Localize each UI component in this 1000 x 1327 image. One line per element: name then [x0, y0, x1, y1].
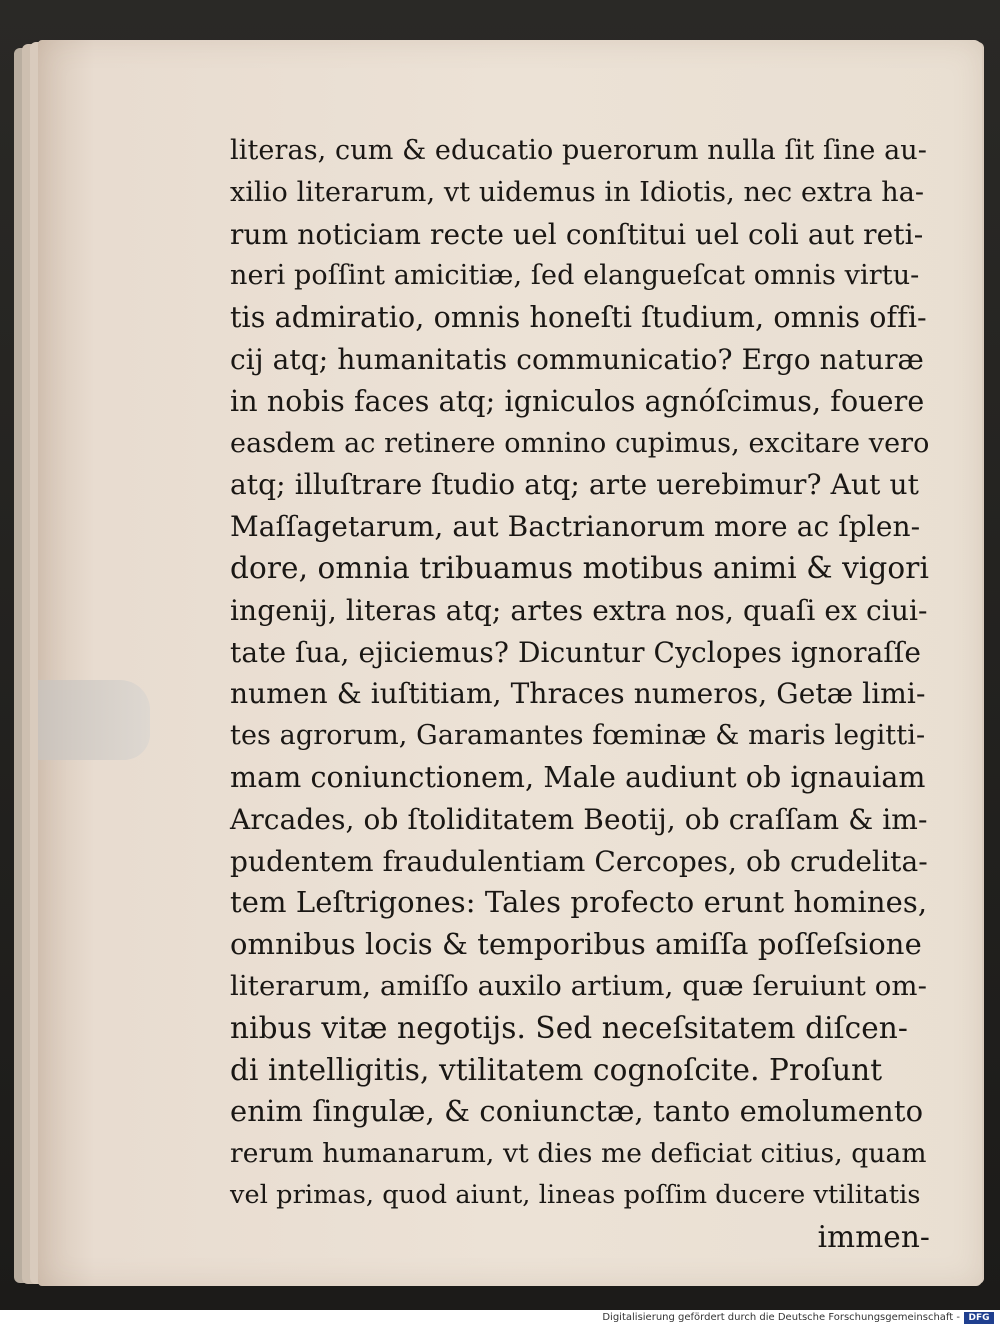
text-line: di intelligitis, vtilitatem cognoſcite. Proſunt: [230, 1052, 883, 1087]
text-line: vel primas, quod aiunt, lineas poſſim ducere vtilitatis: [230, 1179, 921, 1210]
text-line: Maſſagetarum, aut Bactrianorum more ac ſplen-: [230, 510, 921, 544]
page-tab-marker: [38, 680, 150, 760]
text-line: easdem ac retinere omnino cupimus, excitare vero: [230, 427, 930, 459]
text-line: omnibus locis & temporibus amiſſa poſſeſsione: [230, 927, 922, 962]
text-line: xilio literarum, vt uidemus in Idiotis, nec extra ha-: [230, 176, 925, 208]
text-line: enim ſingulæ, & coniunctæ, tanto emolumento: [230, 1094, 924, 1129]
text-block: [230, 130, 930, 1259]
text-line: ingenij, literas atq; artes extra nos, quaſi ex ciui-: [230, 593, 928, 627]
text-line: literarum, amiſſo auxilo artium, quæ ſeruiunt om-: [230, 969, 928, 1002]
text-line: tis admiratio, omnis honeſti ſtudium, omnis offi-: [230, 301, 927, 335]
footer-bar: [0, 1310, 1000, 1327]
text-line: neri poſſint amicitiæ, ſed elangueſcat omnis virtu-: [230, 260, 920, 292]
text-line: literas, cum & educatio puerorum nulla ſit ſine au-: [230, 135, 928, 166]
text-line: in nobis faces atq; igniculos agnóſcimus, fouere: [230, 384, 925, 418]
dfg-logo-icon: DFG: [964, 1312, 994, 1324]
text-line: mam coniunctionem, Male audiunt ob ignauiam: [230, 760, 926, 794]
text-line: tem Leſtrigones: Tales profecto erunt homines,: [230, 885, 928, 920]
text-line: tate ſua, ejiciemus? Dicuntur Cyclopes ignoraſſe: [230, 635, 922, 669]
text-line: dore, omnia tribuamus motibus animi & vigori: [230, 550, 929, 585]
text-line: rum noticiam recte uel conſtitui uel coli aut reti-: [230, 217, 924, 251]
text-line: rerum humanarum, vt dies me deficiat citius, quam: [230, 1138, 927, 1170]
text-line: nibus vitæ negotijs. Sed neceſsitatem diſcen-: [230, 1010, 908, 1045]
footer-credit: Digitalisierung gefördert durch die Deutsche Forschungsgemeinschaft -: [602, 1312, 960, 1323]
text-line: pudentem fraudulentiam Cercopes, ob crudelita-: [230, 844, 928, 878]
text-line: numen & iuſtitiam, Thraces numeros, Getæ limi-: [230, 677, 926, 711]
text-line: atq; illuſtrare ſtudio atq; arte uerebimur? Aut ut: [230, 468, 919, 502]
text-line: Arcades, ob ſtoliditatem Beotij, ob craſſam & im-: [230, 802, 928, 836]
catchword: immen-: [817, 1219, 930, 1254]
text-line: tes agrorum, Garamantes fœminæ & maris legitti-: [230, 720, 926, 752]
text-line: cij atq; humanitatis communicatio? Ergo naturæ: [230, 342, 924, 376]
